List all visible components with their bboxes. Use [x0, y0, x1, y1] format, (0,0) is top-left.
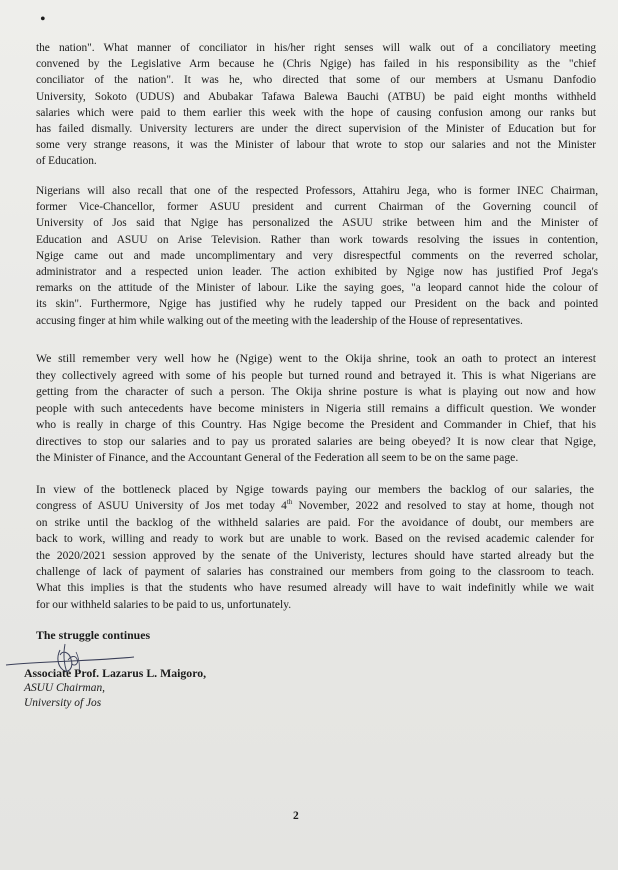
text-line: the 2020/2021 session approved by the senate of the Univeristy, lectures should have started already but the — [36, 549, 594, 562]
bullet-mark: • — [40, 11, 46, 28]
text-line: the nation". What manner of conciliator in his/her right senses will walk out of a conciliatory meeting — [36, 42, 596, 54]
text-fragment: November, 2022 and resolved to stay at home, though not — [292, 500, 594, 513]
text-line: Ngige came out and made uncomplimentary and very disrespectful comments on the reverred scholar, — [36, 249, 598, 262]
text-line: who is really in charge of this Country. Has Ngige become the President and Commander in Chief, that his — [36, 418, 596, 431]
text-line: administrator and a respected union leader. The action exhibited by Ngige now has justified Prof Jega's — [36, 266, 598, 279]
text-line: We still remember very well how he (Ngige) went to the Okija shrine, took an oath to protect an interest — [36, 352, 596, 365]
closing-slogan: The struggle continues — [36, 628, 151, 642]
text-line: University, Sokoto (UDUS) and Abubakar Tafawa Balewa Bauchi (ATBU) be paid eight months withheld — [36, 90, 596, 103]
text-line: for our withheld salaries to be paid to us, unfortunately. — [36, 598, 292, 611]
page-number: 2 — [293, 810, 299, 822]
text-line: accusing finger at him while walking out of the meeting with the leadership of the House of representatives. — [36, 314, 523, 327]
ordinal-superscript: th — [286, 498, 293, 507]
paragraph-okija-shrine — [36, 351, 596, 467]
text-line: of Education. — [36, 155, 97, 168]
text-line: former Vice-Chancellor, former ASUU president and current Chairman of the Governing council of — [36, 201, 598, 214]
text-line: University of Jos said that Ngige has personalized the ASUU strike between him and the Minister of — [36, 217, 598, 230]
text-line: people with such antecedents have become ministers in Nigeria still remains a difficult question. We wonder — [36, 401, 596, 415]
text-line: Nigerians will also recall that one of the respected Professors, Attahiru Jega, who is former INEC Chairman, — [36, 185, 598, 197]
text-line: conciliator of the nation". It was he, who directed that some of our members at Usmanu Danfodio — [36, 74, 596, 87]
text-line: on strike until the backlog of the withheld salaries are paid. For the avoidance of doubt, our members are — [36, 516, 594, 529]
paragraph-conciliator — [36, 40, 596, 170]
text-line: directives to stop our salaries and to pay us prorated salaries are being obeyed? It is now clear that Ngige, — [36, 434, 596, 448]
text-line: the Minister of Finance, and the Accountant General of the Federation all seem to be on the same page. — [36, 451, 519, 464]
text-line: getting from the character of such a person. The Okija shrine posture is what is playing out now and how — [36, 385, 596, 398]
paragraph-stay-at-home — [36, 482, 594, 613]
text-line — [36, 498, 594, 514]
signatory-name: Associate Prof. Lazarus L. Maigoro, — [24, 666, 207, 680]
text-line: In view of the bottleneck placed by Ngige towards paying our members the backlog of our salaries, the — [36, 484, 594, 496]
text-line: some very strange reasons, it was the Minister of labour that wrote to stop our salaries and not the Minister — [36, 139, 596, 152]
text-line: remarks on the attitude of the Minister of labour. Like the saying goes, "a leopard cannot hide the colour of — [36, 282, 598, 295]
text-line: back to work, willing and ready to work but are unable to work. Based on the revised academic calender for — [36, 533, 594, 546]
text-line: challenge of lack of payment of salaries has constrained our members from going to the classroom to teach. — [36, 566, 594, 579]
text-line: Education and ASUU on Arise Television. Rather than work towards resolving the issues in contention, — [36, 233, 598, 246]
text-line: convened by the Legislative Arm because he (Chris Ngige) has failed in his responsibility as the "chief — [36, 58, 596, 71]
signatory-organization: University of Jos — [24, 697, 102, 709]
text-line: What this implies is that the students who have resumed already will have to wait indefinitly while we wait — [36, 582, 594, 595]
text-line: has failed dismally. University lecturers are under the direct supervision of the Minister of Education but for — [36, 123, 596, 136]
paragraph-jega-remarks — [36, 183, 598, 329]
signatory-title: ASUU Chairman, — [24, 682, 106, 694]
text-fragment: congress of ASUU University of Jos met today 4 — [36, 500, 287, 513]
text-line: its skin". Furthermore, Ngige has justified why he rudely tapped our President on the back and pointed — [36, 298, 598, 311]
text-line: they collectively agreed with some of his people but turned round and betrayed it. This is what Nigerians are — [36, 368, 596, 382]
text-line: salaries which were paid to them earlier this week with the hope of causing confusion among our ranks but — [36, 106, 596, 119]
